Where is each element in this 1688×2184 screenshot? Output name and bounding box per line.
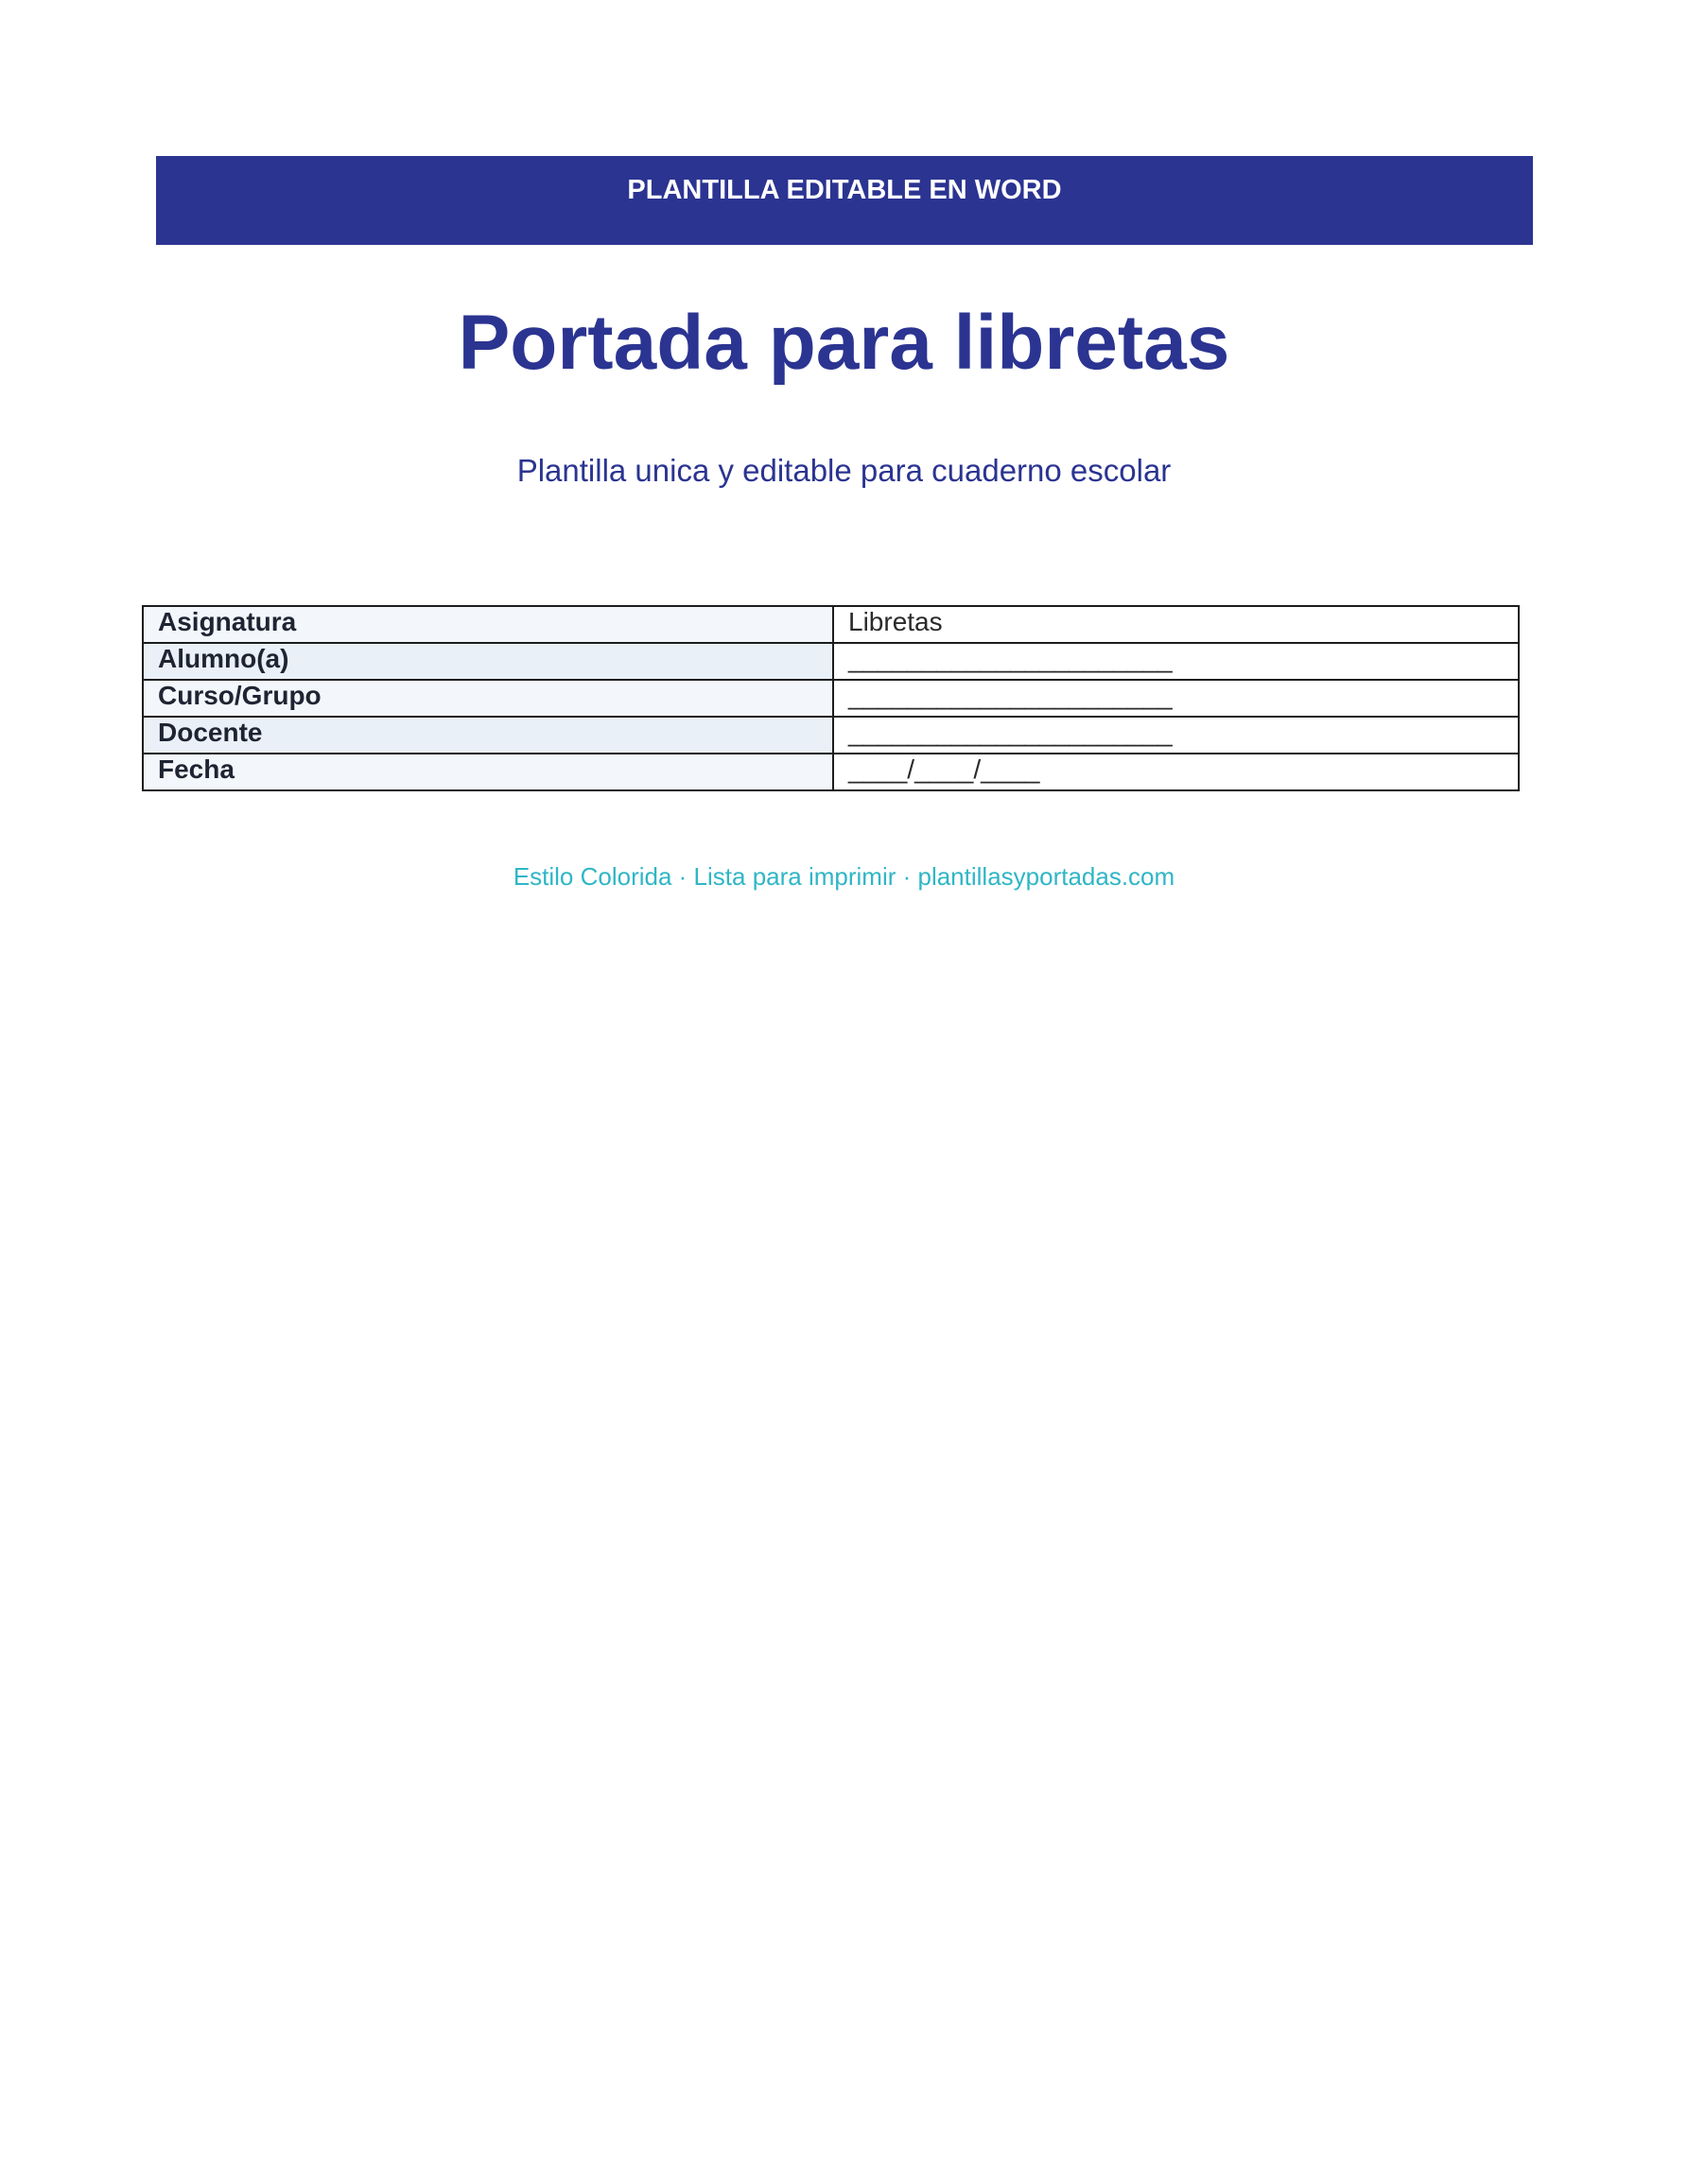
row-value-alumno[interactable]: ______________________ bbox=[833, 643, 1519, 680]
row-label-docente: Docente bbox=[143, 717, 833, 754]
table-row bbox=[143, 606, 1519, 643]
row-label-alumno: Alumno(a) bbox=[143, 643, 833, 680]
row-value-curso[interactable]: ______________________ bbox=[833, 680, 1519, 717]
banner-label: PLANTILLA EDITABLE EN WORD bbox=[627, 175, 1062, 205]
row-value-fecha[interactable]: ____/____/____ bbox=[833, 754, 1519, 790]
table-row bbox=[143, 643, 1519, 680]
table-row bbox=[143, 680, 1519, 717]
banner bbox=[156, 156, 1533, 245]
table-row bbox=[143, 754, 1519, 790]
row-label-asignatura: Asignatura bbox=[143, 606, 833, 643]
table-row bbox=[143, 717, 1519, 754]
info-table bbox=[142, 605, 1520, 791]
row-value-asignatura[interactable]: Libretas bbox=[833, 606, 1519, 643]
row-value-docente[interactable]: ______________________ bbox=[833, 717, 1519, 754]
page-title: Portada para libretas bbox=[458, 300, 1230, 386]
page-subtitle: Plantilla unica y editable para cuaderno escolar bbox=[516, 453, 1172, 488]
row-label-curso: Curso/Grupo bbox=[143, 680, 833, 717]
row-label-fecha: Fecha bbox=[143, 754, 833, 790]
footer-note: Estilo Colorida · Lista para imprimir · plantillasyportadas.com bbox=[513, 862, 1175, 891]
